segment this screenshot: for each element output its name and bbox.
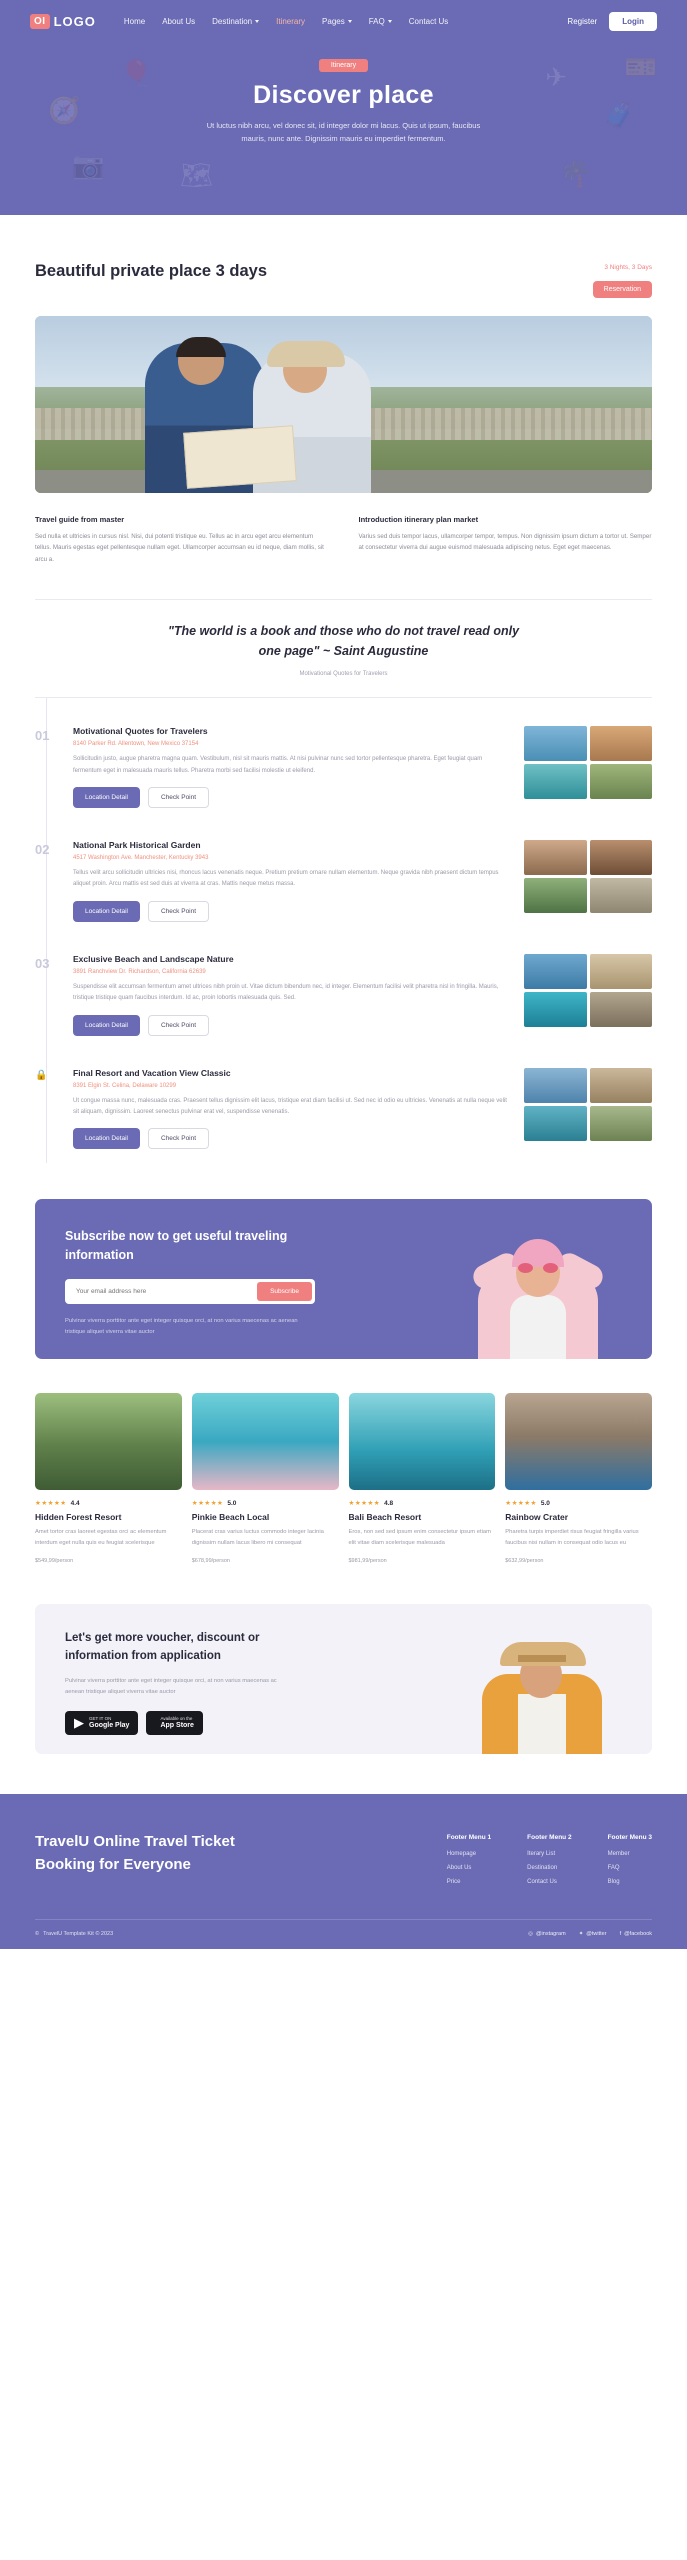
nav-item-itinerary[interactable] [276,17,305,26]
card-score: 4.4 [70,1499,80,1507]
hero-photo [35,316,652,493]
itinerary-gallery [524,726,652,799]
card-thumbnail [192,1393,339,1490]
intro-actions [593,260,652,298]
gallery-thumb[interactable] [524,726,587,761]
detail-heading: Introduction itinerary plan market [358,515,479,524]
card-rating [505,1499,652,1507]
hero-title: Discover place [253,81,434,109]
illustration-shirt [510,1295,566,1359]
card-price [349,1557,496,1564]
itinerary-description: Suspendisse elit accumsan fermentum amet ultrices nibh proin ut. Vitae dictum bibendum nec, id integer. Elementum facilisi velit pharetra nisl in fringilla. Mauris, tristique tristique quam faucibus interdum. Id ac, proin lobortis malesuada quis. Sed. [73,983,499,1002]
store-big-text: Google Play [89,1721,130,1729]
twitter-link[interactable] [579,1931,607,1937]
card-price-value: $981,99 [348,1557,369,1564]
subscribe-button[interactable]: Subscribe [257,1282,312,1301]
instagram-link[interactable] [528,1931,566,1937]
reservation-button[interactable]: Reservation [593,281,652,298]
site-header [0,0,687,215]
card-score: 5.0 [540,1499,550,1507]
gallery-thumb[interactable] [524,878,587,913]
nav-links [124,17,448,26]
palm-deco-icon: 🌴 [559,158,592,188]
location-detail-button[interactable]: Location Detail [73,787,140,808]
quote-block [35,599,652,698]
footer-link-homepage[interactable]: Homepage [446,1850,477,1857]
itinerary-actions [73,787,508,808]
footer-link-blog[interactable]: Blog [607,1878,620,1885]
social-links [528,1931,652,1937]
footer-column-1 [447,1834,491,1893]
star-icon: ★★★★★ [348,1500,381,1508]
card-text: Amet tortor cras laoreet egestas orci ac elementum interdum eget nulla quis eu feugiat scelerisque [35,1529,167,1546]
check-point-button[interactable]: Check Point [148,1015,209,1036]
card-title: Hidden Forest Resort [35,1512,122,1523]
balloon-deco-icon: 🎈 [120,58,153,88]
itinerary-description: Tellus velit arcu sollicitudin ultricies nisi, rhoncus lacus venenatis neque. Pretium pretium ornare nullam elementum. Neque gravida nibh praesent dictum tempus aliquet proin. Arcu mattis est sed duis at viverra at cras. Mattis neque metus massa. [73,869,499,888]
check-point-button[interactable]: Check Point [148,901,209,922]
destination-card[interactable] [349,1393,496,1563]
footer-link-faq[interactable]: FAQ [607,1864,620,1871]
store-small-text: Available on the [160,1716,193,1722]
store-buttons [65,1711,280,1734]
footer-column-2 [527,1834,571,1893]
copyright [35,1931,113,1937]
card-title: Pinkie Beach Local [191,1512,270,1523]
star-icon: ★★★★★ [191,1500,224,1508]
email-input[interactable] [68,1288,257,1295]
illustration-sunglasses [518,1263,558,1273]
login-button[interactable]: Login [609,12,657,31]
gallery-thumb[interactable] [590,878,653,913]
nav-label: Itinerary [276,16,306,26]
gallery-thumb[interactable] [590,954,653,989]
subscribe-form [65,1279,315,1304]
card-price [192,1557,339,1564]
destination-cards [0,1359,687,1563]
itinerary-body [73,954,524,1036]
destination-card[interactable] [505,1393,652,1563]
detail-text: Sed nulla et ultricies in cursus nisl. Nisi, dui potenti tristique eu. Tellus ac in arcu eget arcu elementum tellus. Mauris egestas eget pellentesque nullam eget. Ullamcorper accumsan eu id neque, diam mollis, sit arcu a. [35,533,324,563]
gallery-thumb[interactable] [590,726,653,761]
ticket-deco-icon: 🎫 [624,52,657,82]
copyright-text: TravelU Template Kit © 2023 [43,1930,114,1937]
illustration-hat-band [518,1655,566,1662]
itinerary-address: 3891 Ranchview Dr. Richardson, California 62639 [73,968,206,975]
card-price-value: $632,99 [505,1557,526,1564]
google-play-icon: ▶ [74,1715,84,1731]
nav-label: About Us [162,16,196,26]
nav-item-about-us[interactable] [162,17,195,26]
itinerary-actions [73,1128,508,1149]
gallery-thumb[interactable] [590,1068,653,1103]
site-footer [0,1794,687,1949]
itinerary-number: 02 [35,841,50,857]
itinerary-actions [73,1015,508,1036]
itinerary-title: Exclusive Beach and Landscape Nature [73,953,234,964]
photo-traveler-two-hat [267,341,345,367]
subscribe-title: Subscribe now to get useful traveling information [65,1229,288,1263]
app-store-label [160,1716,193,1729]
itinerary-actions [73,901,508,922]
footer-column-title: Footer Menu 2 [527,1833,572,1841]
itinerary-gallery [524,954,652,1027]
card-rating [349,1499,496,1507]
nav-item-pages[interactable] [322,17,352,26]
chevron-down-icon [348,20,352,23]
logo-text: LOGO [53,13,96,29]
twitter-label: @twitter [586,1930,607,1937]
facebook-label: @facebook [624,1930,652,1937]
card-text: Pharetra turpis imperdiet risus feugiat fringilla varius faucibus nisi nullam in consequat odio lacus eu [505,1529,639,1546]
footer-link-price[interactable]: Price [446,1878,461,1885]
card-rating [35,1499,182,1507]
subscribe-section [35,1199,652,1359]
card-text: Eros, non sed sed ipsum enim consectetur ipsum etiam elit vitae diam scelerisque malesuada [348,1529,491,1546]
itinerary-description: Sollicitudin justo, augue pharetra magna quam. Vestibulum, nisl sit mauris mattis. At nisi pulvinar nunc sed tortor pellentesque pharetra. Eget feugiat quam fermentum eget in malesuada mauris tellus. Pharetra morbi sed facilisi molestie ut eleifend. [73,756,483,774]
itinerary-body [73,726,524,808]
card-text: Placerat cras varius luctus commodo integer lacinia dignissim nullam lacus libero mi consequat [191,1529,324,1546]
itinerary-title: Motivational Quotes for Travelers [73,726,208,737]
footer-branding [35,1830,255,1893]
detail-columns [0,493,687,565]
card-price [505,1557,652,1564]
google-play-label [89,1716,129,1729]
itinerary-body [73,1068,524,1150]
itinerary-item [35,708,652,822]
logo[interactable] [30,14,96,29]
store-small-text: GET IT ON [89,1716,112,1722]
itinerary-address: 4517 Washington Ave. Manchester, Kentucky 3943 [73,854,209,861]
location-detail-button[interactable]: Location Detail [73,1128,140,1149]
gallery-thumb[interactable] [524,764,587,799]
card-score: 4.8 [384,1499,394,1507]
nav-right [567,12,657,31]
detail-text: Varius sed duis tempor lacus, ullamcorper tempor, tempus. Non dignissim ipsum dictum a tortor ut. Semper at consectetur viverra dui augue euismod malesuada adipiscing netus. Eget eget maecenas. [358,533,652,552]
luggage-deco-icon: 🧳 [602,100,635,130]
itinerary-gallery [524,1068,652,1141]
detail-heading: Travel guide from master [35,515,125,524]
nav-label: Home [123,16,146,26]
check-point-button[interactable]: Check Point [148,1128,209,1149]
footer-link-about-us[interactable]: About Us [446,1864,472,1871]
card-price-unit: /person [368,1557,387,1564]
register-link[interactable]: Register [567,16,598,26]
footer-link-destination[interactable]: Destination [527,1864,558,1871]
itinerary-item [35,822,652,936]
itinerary-number: 01 [35,728,50,744]
card-thumbnail [35,1393,182,1490]
nav-label: Contact Us [408,16,449,26]
quote-text: "The world is a book and those who do not travel read only one page" ~ Saint Augustine [167,624,520,658]
navbar [0,0,687,42]
app-promo-content [65,1630,280,1754]
nav-label: FAQ [368,16,385,26]
compass-deco-icon: 🧭 [48,95,81,125]
itinerary-title: Final Resort and Vacation View Classic [73,1067,231,1078]
hero-badge: Itinerary [319,59,368,72]
destination-card[interactable] [35,1393,182,1563]
intro-section [0,215,687,298]
app-store-button[interactable] [146,1711,202,1734]
location-detail-button[interactable]: Location Detail [73,1015,140,1036]
itinerary-list [0,698,687,1163]
footer-link-contact-us[interactable]: Contact Us [527,1878,557,1885]
itinerary-gallery [524,840,652,913]
card-price-unit: /person [525,1557,544,1564]
card-price [35,1557,182,1564]
chevron-down-icon [388,20,392,23]
facebook-link[interactable] [620,1931,652,1937]
illustration-hat [500,1642,586,1666]
hero [0,42,687,145]
instagram-icon: ◎ [528,1930,533,1937]
quote-source: Motivational Quotes for Travelers [299,671,388,678]
detail-column [35,515,329,565]
itinerary-address: 8391 Elgin St. Celina, Delaware 10299 [73,1082,177,1089]
nav-label: Destination [212,16,253,26]
location-detail-button[interactable]: Location Detail [73,901,140,922]
itinerary-body [73,840,524,922]
footer-column-title: Footer Menu 3 [607,1833,652,1841]
nav-item-faq[interactable] [369,17,392,26]
map-deco-icon: 🗺 [180,160,214,190]
subscribe-note: Pulvinar viverra porttitor ante eget integer quisque orci, at non varius maecenas ac aenean tristique aliquet viverra vitae auctor [65,1317,298,1335]
detail-column [359,515,653,565]
itinerary-lock-icon: 🔒 [35,1069,48,1081]
nav-label: Pages [322,16,345,26]
footer-main [35,1830,652,1893]
hero-subtitle: Ut luctus nibh arcu, vel donec sit, id integer dolor mi lacus. Quis ut ipsum, faucibus mauris, nunc ante. Dignissim mauris eu imperdiet fermentum. [206,121,481,144]
footer-bottom [35,1919,652,1949]
subscribe-illustration [472,1224,604,1359]
card-score: 5.0 [227,1499,237,1507]
footer-column-title: Footer Menu 1 [446,1833,492,1841]
google-play-button[interactable] [65,1711,138,1734]
facebook-icon: f [619,1930,622,1937]
destination-card[interactable] [192,1393,339,1563]
gallery-thumb[interactable] [524,1106,587,1141]
nav-item-contact-us[interactable] [409,17,449,26]
gallery-thumb[interactable] [590,1106,653,1141]
gallery-thumb[interactable] [524,954,587,989]
store-big-text: App Store [160,1721,194,1729]
app-promo-title: Let's get more voucher, discount or information from application [65,1631,260,1662]
footer-columns [447,1830,652,1893]
footer-link-iterary-list[interactable]: Iterary List [527,1850,556,1857]
itinerary-item [35,936,652,1050]
twitter-icon: ✦ [578,1930,584,1937]
photo-map-prop [183,425,297,489]
check-point-button[interactable]: Check Point [148,787,209,808]
gallery-thumb[interactable] [524,840,587,875]
camera-deco-icon: 📷 [72,150,105,180]
nav-item-destination[interactable] [212,17,259,26]
card-title: Bali Beach Resort [348,1512,422,1523]
card-price-unit: /person [54,1557,74,1564]
trip-duration: 3 Nights, 3 Days [604,264,652,271]
card-price-value: $678,99 [191,1557,212,1564]
plane-deco-icon: ✈ [545,62,567,92]
page-title: Beautiful private place 3 days [35,262,268,280]
itinerary-address: 8140 Parker Rd. Allentown, New Mexico 37154 [73,741,199,748]
star-icon: ★★★★★ [35,1500,67,1508]
app-promo-note: Pulvinar viverra porttitor ante eget integer quisque orci, at non varius maecenas ac aenean tristique aliquet viverra vitae auctor [65,1678,277,1696]
card-thumbnail [349,1393,496,1490]
card-rating [192,1499,339,1507]
chevron-down-icon [255,20,259,23]
footer-headline: TravelU Online Travel Ticket Booking for Everyone [35,1832,235,1873]
card-thumbnail [505,1393,652,1490]
gallery-thumb[interactable] [524,1068,587,1103]
logo-mark: OI [30,14,50,29]
gallery-thumb[interactable] [524,992,587,1027]
footer-link-member[interactable]: Member [607,1850,630,1857]
star-icon: ★★★★★ [505,1500,537,1508]
app-promo-section [35,1604,652,1754]
footer-column-3 [608,1834,652,1893]
nav-item-home[interactable] [124,17,145,26]
copyright-icon: © [35,1930,40,1937]
app-promo-illustration [472,1630,612,1754]
instagram-label: @instagram [535,1930,566,1937]
illustration-inner-shirt [518,1694,566,1754]
gallery-thumb[interactable] [590,992,653,1027]
card-price-unit: /person [211,1557,230,1564]
gallery-thumb[interactable] [590,840,653,875]
card-title: Rainbow Crater [505,1512,569,1523]
gallery-thumb[interactable] [590,764,653,799]
card-price-value: $549,99 [35,1557,55,1564]
itinerary-number: 03 [35,955,50,971]
itinerary-item [35,1050,652,1164]
itinerary-title: National Park Historical Garden [73,839,201,850]
itinerary-description: Ut congue massa nunc, malesuada cras. Praesent tellus dignissim elit lacus, tristique erat diam facilisi ut. Sed nec id odio eu ultricies. Venenatis at nulla neque velit sit aliquam, dignissim. Laoreet senectus pulvinar erat vel, suspendisse venenatis. [73,1097,507,1115]
